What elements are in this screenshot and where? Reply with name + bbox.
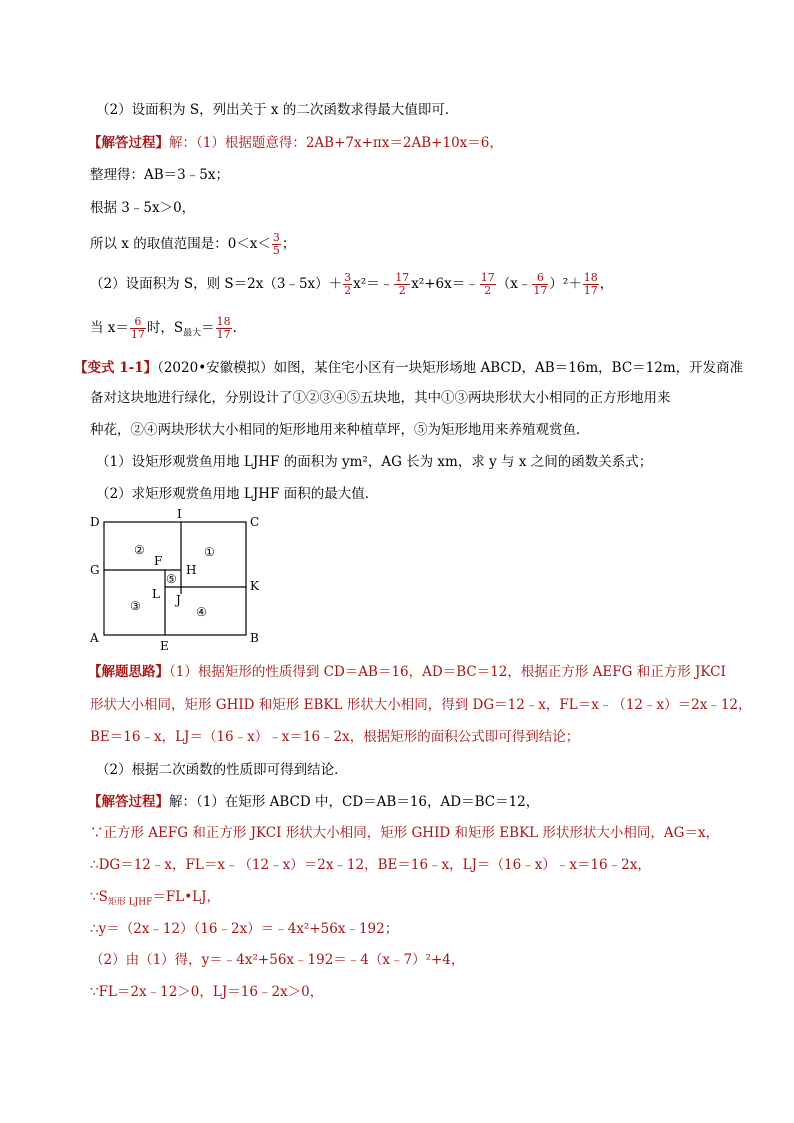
- point-D: D: [90, 515, 100, 529]
- point-G: G: [90, 563, 100, 577]
- question-2: （2）求矩形观赏鱼用地 LJHF 面积的最大值．: [96, 486, 379, 502]
- solution-line-2: 整理得：AB＝3﹣5x；: [90, 167, 229, 183]
- idea-tag: 【解题思路】: [88, 664, 169, 680]
- answer-line-4: $\because S_{矩形 LJHF}=FL•LJ$，: [90, 889, 221, 908]
- region-4: ④: [196, 605, 207, 619]
- region-3: ③: [130, 599, 141, 613]
- solution-line-3: 根据 3﹣5x＞0，: [90, 200, 196, 216]
- variant-line-1: 【变式 1-1】（2020•安徽模拟）如图，某住宅小区有一块矩形场地 ABCD，AB＝16m，BC＝12m，开发商准: [74, 360, 744, 376]
- answer-line-5: ∴y＝（2x﹣12）（16﹣2x）＝﹣4x²+56x﹣192；: [90, 921, 399, 937]
- region-1: ①: [204, 545, 215, 559]
- variant-tag: 【变式 1-1】: [74, 360, 158, 376]
- variant-line-3: 种花，②④两块形状大小相同的矩形地用来种植草坪，⑤为矩形地用来养殖观赏鱼．: [90, 422, 590, 438]
- variant-line-2: 备对这块地进行绿化，分别设计了①②③④⑤五块地，其中①③两块形状大小相同的正方形地用来: [90, 390, 671, 406]
- idea-line-2: 形状大小相同，矩形 GHID 和矩形 EBKL 形状大小相同，得到 DG＝12﹣x，FL＝x﹣（12﹣x）＝2x﹣12，: [90, 697, 752, 713]
- fraction: $\frac{18}{17}$: [216, 315, 231, 341]
- question-1: （1）设矩形观赏鱼用地 LJHF 的面积为 ym²，AG 长为 xm，求 y 与 x 之间的函数关系式；: [96, 454, 653, 470]
- point-J: J: [176, 593, 181, 607]
- rectangle-figure: [86, 508, 276, 653]
- solution-line-6: 当 x＝ $\frac{6}{17}$ 时，$S_{最大}=$ $\frac{18}{17}$ ．: [90, 315, 247, 341]
- fraction: $\frac{17}{2}$: [480, 271, 495, 297]
- point-L: L: [152, 587, 160, 601]
- point-H: H: [186, 563, 197, 577]
- point-E: E: [160, 639, 169, 653]
- answer-line-6: （2）由（1）得，y＝﹣4x²+56x﹣192＝﹣4（x﹣7）²+4，: [90, 952, 465, 968]
- fraction: $\frac{17}{2}$: [395, 271, 410, 297]
- idea-line-4: （2）根据二次函数的性质即可得到结论．: [96, 762, 348, 778]
- solution-line-4: 所以 x 的取值范围是：0＜x＜ $\frac{3}{5}$ ；: [90, 231, 296, 257]
- answer-line-7: ∵FL＝2x﹣12＞0，LJ＝16﹣2x＞0，: [90, 984, 324, 1000]
- solution-tag: 【解答过程】: [88, 135, 169, 151]
- point-F: F: [154, 554, 163, 568]
- answer-line-3: ∴DG＝12﹣x，FL＝x﹣（12﹣x）＝2x﹣12，BE＝16﹣x，LJ＝（16﹣x）﹣x＝16﹣2x，: [90, 857, 651, 873]
- fraction: $\frac{18}{17}$: [583, 271, 598, 297]
- fraction: $\frac{6}{17}$: [130, 315, 145, 341]
- region-5: ⑤: [166, 572, 177, 586]
- idea-line-1: 【解题思路】（1）根据矩形的性质得到 CD＝AB＝16，AD＝BC＝12，根据正方形 AEFG 和正方形 JKCI: [88, 664, 726, 680]
- point-I: I: [177, 508, 182, 521]
- region-2: ②: [134, 543, 145, 557]
- point-C: C: [250, 515, 260, 529]
- solution-line-1: 【解答过程】解：（1）根据题意得：2AB+7x+πx＝2AB+10x＝6，: [88, 135, 503, 151]
- answer-line-2: ∵正方形 AEFG 和正方形 JKCI 形状大小相同，矩形 GHID 和矩形 EBKL 形状形状大小相同，AG＝x，: [90, 825, 720, 841]
- hint-line-2: （2）设面积为 S，列出关于 x 的二次函数求得最大值即可．: [96, 102, 459, 118]
- fraction: $\frac{3}{5}$: [272, 231, 280, 257]
- answer-tag: 【解答过程】: [88, 794, 169, 810]
- idea-line-3: BE＝16﹣x，LJ＝（16﹣x）﹣x＝16﹣2x，根据矩形的面积公式即可得到结论；: [90, 729, 580, 745]
- point-K: K: [250, 579, 259, 593]
- point-A: A: [90, 631, 99, 645]
- solution-line-5: （2）设面积为 S，则 S＝2x（3﹣5x）＋ $\frac{3}{2}$ x²＝﹣ $\frac{17}{2}$ x²+6x＝﹣ $\frac{17}{2}$ （x﹣ $\frac{6}{17}$ ）²＋ $\frac{18}{17}$ ，: [90, 271, 614, 297]
- fraction: $\frac{6}{17}$: [533, 271, 548, 297]
- point-B: B: [250, 631, 259, 645]
- fraction: $\frac{3}{2}$: [344, 271, 352, 297]
- answer-line-1: 【解答过程】解：（1）在矩形 ABCD 中，CD＝AB＝16，AD＝BC＝12，: [88, 794, 540, 810]
